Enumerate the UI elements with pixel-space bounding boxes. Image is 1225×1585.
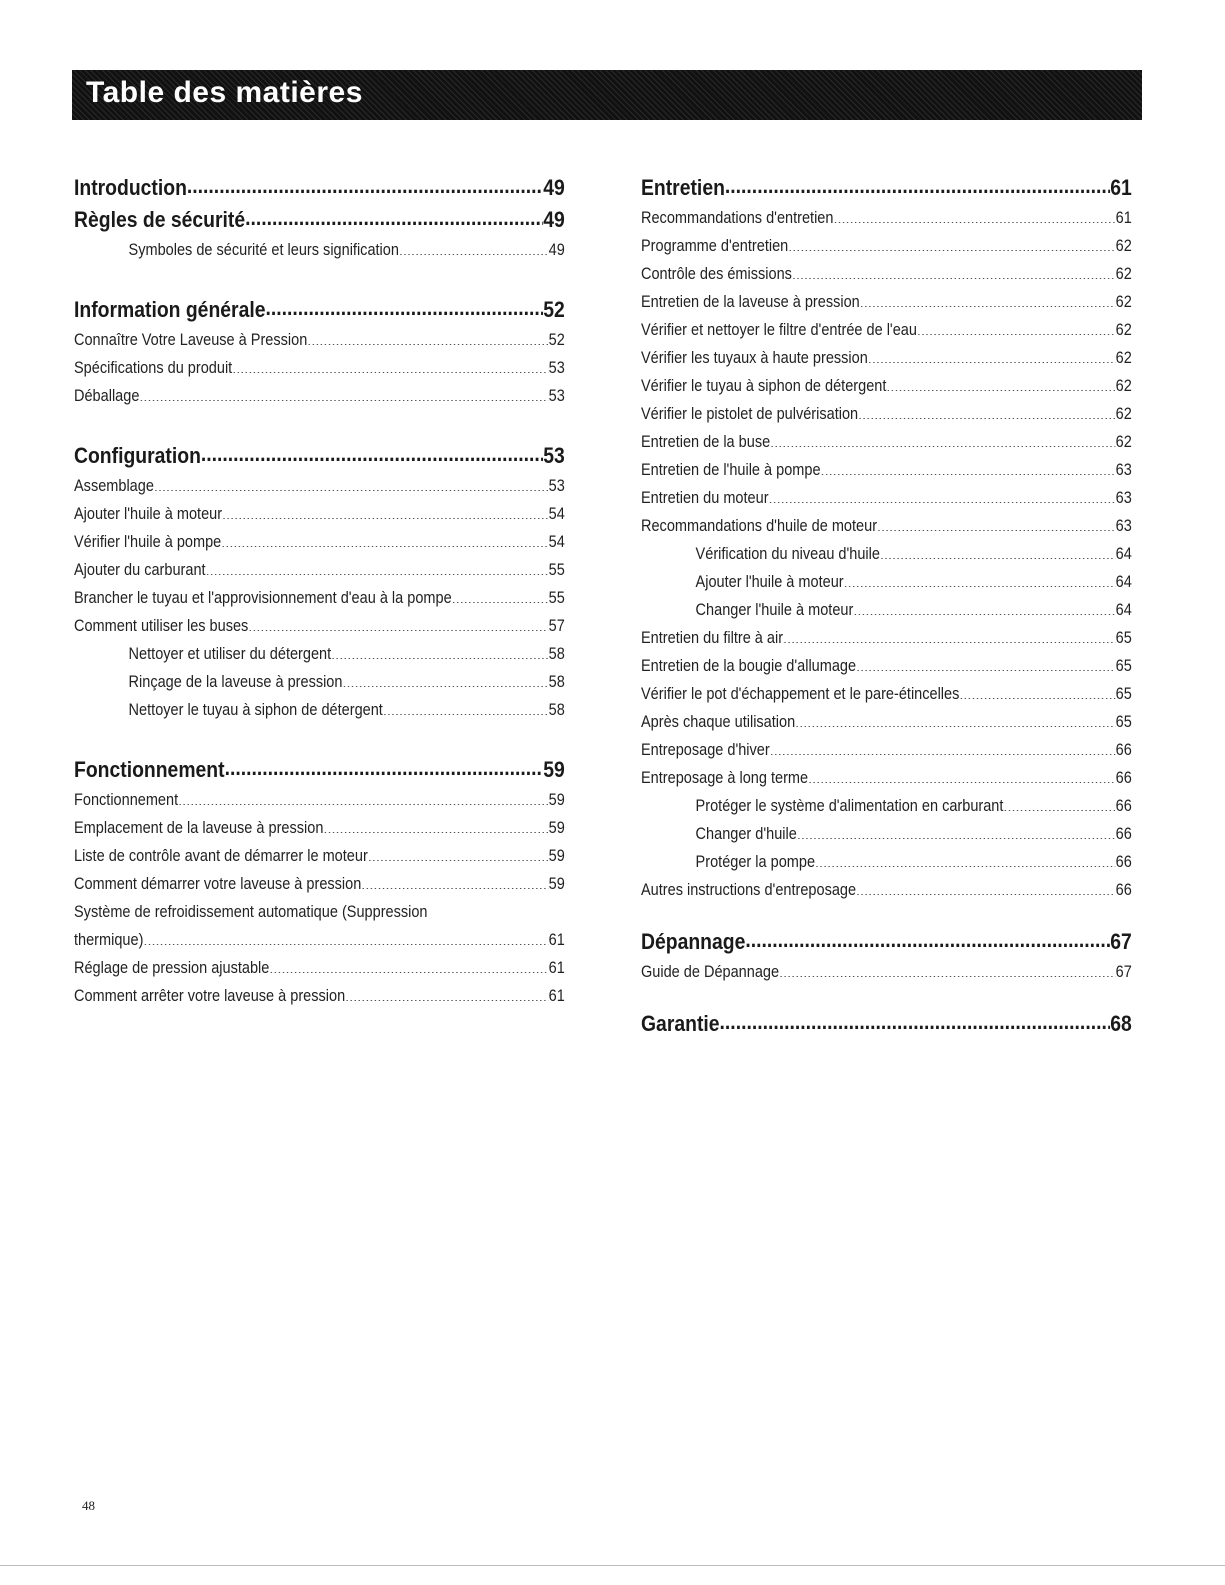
toc-dot-leader (399, 239, 549, 256)
toc-entry-title: Vérifier le pistolet de pulvérisation (641, 405, 859, 423)
toc-page-number: 59 (548, 819, 565, 837)
toc-page-number: 62 (1115, 265, 1132, 283)
toc-entry-title: Emplacement de la laveuse à pression (74, 819, 324, 837)
toc-entry[interactable] (641, 288, 1132, 316)
toc-entry-title: Entretien du moteur (641, 489, 769, 507)
toc-subentry[interactable] (641, 540, 1132, 568)
toc-dot-leader (201, 441, 543, 463)
toc-page-number: 67 (1110, 929, 1132, 954)
toc-entry[interactable] (641, 764, 1132, 792)
toc-section-heading[interactable] (641, 926, 1132, 958)
toc-page-number: 59 (548, 875, 565, 893)
toc-entry[interactable] (641, 232, 1132, 260)
toc-section-heading[interactable] (74, 204, 565, 236)
toc-entry[interactable] (641, 680, 1132, 708)
toc-page-number: 61 (548, 987, 565, 1005)
toc-section-heading[interactable] (74, 294, 565, 326)
toc-dot-leader (860, 291, 1116, 308)
toc-dot-leader (792, 263, 1116, 280)
toc-dot-leader (265, 295, 543, 317)
toc-dot-leader (745, 927, 1110, 949)
toc-page-number: 62 (1115, 321, 1132, 339)
toc-dot-leader (808, 767, 1116, 784)
toc-dot-leader (361, 873, 548, 890)
toc-entry-title: Nettoyer et utiliser du détergent (128, 645, 332, 663)
toc-entry-title: Vérifier le tuyau à siphon de détergent (641, 377, 887, 395)
toc-entry-title: Fonctionnement (74, 757, 225, 782)
toc-entry[interactable] (74, 870, 565, 898)
toc-entry[interactable] (74, 926, 565, 954)
toc-entry-title: Connaître Votre Laveuse à Pression (74, 331, 308, 349)
toc-page-number: 54 (548, 533, 565, 551)
toc-page-number: 52 (543, 297, 565, 322)
toc-page-number: 62 (1115, 349, 1132, 367)
toc-entry-title: Entretien (641, 175, 725, 200)
toc-page-number: 58 (548, 701, 565, 719)
toc-dot-leader (323, 817, 548, 834)
toc-dot-leader (342, 671, 548, 688)
toc-entry-title: Liste de contrôle avant de démarrer le moteur (74, 847, 368, 865)
toc-entry-title: Comment démarrer votre laveuse à pression (74, 875, 362, 893)
toc-dot-leader (779, 961, 1116, 978)
toc-entry[interactable] (641, 372, 1132, 400)
toc-entry-title: Entreposage à long terme (641, 769, 809, 787)
toc-entry[interactable] (641, 204, 1132, 232)
toc-entry-title: Entreposage d'hiver (641, 741, 770, 759)
toc-dot-leader (917, 319, 1116, 336)
toc-dot-leader (139, 385, 548, 402)
toc-dot-leader (821, 459, 1116, 476)
toc-page-number: 49 (548, 241, 565, 259)
toc-page-number: 53 (548, 477, 565, 495)
toc-dot-leader (269, 957, 548, 974)
toc-dot-leader (880, 543, 1116, 560)
toc-entry-title: Entretien de l'huile à pompe (641, 461, 821, 479)
toc-dot-leader (452, 587, 549, 604)
toc-entry[interactable] (641, 484, 1132, 512)
toc-dot-leader (868, 347, 1116, 364)
toc-entry[interactable] (641, 624, 1132, 652)
toc-entry[interactable] (74, 898, 565, 926)
toc-page-number: 54 (548, 505, 565, 523)
toc-entry[interactable] (74, 556, 565, 584)
toc-entry[interactable] (641, 316, 1132, 344)
toc-entry-title: Contrôle des émissions (641, 265, 792, 283)
toc-subentry[interactable] (641, 848, 1132, 876)
toc-subentry[interactable] (641, 568, 1132, 596)
toc-dot-leader (245, 205, 543, 227)
toc-page-number: 52 (548, 331, 565, 349)
toc-page-number: 66 (1115, 769, 1132, 787)
toc-right-column (641, 172, 1132, 1040)
toc-entry-title: Dépannage (641, 929, 746, 954)
toc-entry[interactable] (641, 512, 1132, 540)
toc-section-heading[interactable] (74, 754, 565, 786)
toc-dot-leader (959, 683, 1115, 700)
toc-page-number: 59 (548, 791, 565, 809)
toc-entry-title: Information générale (74, 297, 266, 322)
toc-dot-leader (886, 375, 1115, 392)
toc-page-number: 63 (1115, 489, 1132, 507)
toc-dot-leader (345, 985, 549, 1002)
toc-dot-leader (795, 711, 1115, 728)
toc-entry[interactable] (74, 528, 565, 556)
toc-entry-title: Assemblage (74, 477, 154, 495)
toc-entry-title: Vérification du niveau d'huile (695, 545, 880, 563)
toc-page-number: 63 (1115, 461, 1132, 479)
toc-page-number: 65 (1115, 629, 1132, 647)
toc-section-heading[interactable] (74, 440, 565, 472)
section-spacer (74, 264, 565, 294)
toc-entry-title: Vérifier et nettoyer le filtre d'entrée de l'eau (641, 321, 917, 339)
toc-entry-title: Comment arrêter votre laveuse à pression (74, 987, 346, 1005)
toc-page-number: 49 (543, 207, 565, 232)
toc-dot-leader (206, 559, 549, 576)
toc-page-number: 64 (1115, 545, 1132, 563)
toc-entry[interactable] (74, 842, 565, 870)
toc-entry-title: Système de refroidissement automatique (Suppression (74, 903, 428, 921)
toc-page-number: 53 (543, 443, 565, 468)
section-spacer (74, 724, 565, 754)
toc-page-number: 65 (1115, 713, 1132, 731)
toc-dot-leader (770, 739, 1116, 756)
toc-entry[interactable] (74, 786, 565, 814)
toc-entry-title: Fonctionnement (74, 791, 179, 809)
toc-dot-leader (833, 207, 1115, 224)
toc-entry-title: Ajouter du carburant (74, 561, 206, 579)
toc-page-number: 62 (1115, 237, 1132, 255)
toc-entry[interactable] (641, 708, 1132, 736)
section-spacer (641, 904, 1132, 926)
toc-entry[interactable] (641, 456, 1132, 484)
section-spacer (641, 986, 1132, 1008)
toc-entry-title: Vérifier l'huile à pompe (74, 533, 222, 551)
toc-dot-leader (770, 431, 1116, 448)
toc-page-number: 58 (548, 673, 565, 691)
toc-entry[interactable] (641, 958, 1132, 986)
toc-subentry[interactable] (641, 596, 1132, 624)
toc-entry[interactable] (74, 472, 565, 500)
toc-subentry[interactable] (74, 640, 565, 668)
toc-entry-title: Déballage (74, 387, 140, 405)
toc-dot-leader (856, 655, 1116, 672)
toc-entry-title: Règles de sécurité (74, 207, 246, 232)
toc-dot-leader (877, 515, 1116, 532)
toc-entry-title: Ajouter l'huile à moteur (695, 573, 844, 591)
toc-entry[interactable] (641, 736, 1132, 764)
toc-entry-title: Spécifications du produit (74, 359, 233, 377)
toc-subentry[interactable] (74, 696, 565, 724)
toc-dot-leader (1003, 795, 1115, 812)
toc-dot-leader (232, 357, 548, 374)
toc-page-number: 58 (548, 645, 565, 663)
toc-entry-title: Guide de Dépannage (641, 963, 780, 981)
toc-page-number: 67 (1115, 963, 1132, 981)
toc-dot-leader (143, 929, 548, 946)
toc-page-number: 62 (1115, 405, 1132, 423)
toc-entry[interactable] (641, 652, 1132, 680)
toc-entry-title: Réglage de pression ajustable (74, 959, 270, 977)
toc-page-number: 64 (1115, 601, 1132, 619)
toc-entry-title: Entretien de la bougie d'allumage (641, 657, 857, 675)
toc-dot-leader (178, 789, 549, 806)
toc-entry-title: Après chaque utilisation (641, 713, 796, 731)
bottom-divider (0, 1565, 1225, 1566)
toc-entry[interactable] (74, 814, 565, 842)
toc-page-number: 66 (1115, 825, 1132, 843)
toc-entry[interactable] (641, 400, 1132, 428)
toc-dot-leader (225, 755, 544, 777)
toc-page-number: 68 (1110, 1011, 1132, 1036)
toc-entry[interactable] (641, 428, 1132, 456)
toc-dot-leader (853, 599, 1115, 616)
toc-entry-title: Recommandations d'huile de moteur (641, 517, 878, 535)
toc-dot-leader (368, 845, 549, 862)
toc-entry-title: Recommandations d'entretien (641, 209, 834, 227)
toc-entry-title: Vérifier le pot d'échappement et le pare-étincelles (641, 685, 960, 703)
toc-entry-title: Garantie (641, 1011, 720, 1036)
page-title: Table des matières (86, 76, 363, 109)
toc-dot-leader (187, 173, 543, 195)
toc-entry-title: Protéger la pompe (695, 853, 816, 871)
toc-dot-leader (154, 475, 549, 492)
toc-entry[interactable] (74, 584, 565, 612)
toc-entry-title: Symboles de sécurité et leurs signification (128, 241, 399, 259)
toc-entry[interactable] (641, 344, 1132, 372)
toc-page-number: 61 (1115, 209, 1132, 227)
toc-page-number: 59 (548, 847, 565, 865)
toc-dot-leader (221, 531, 548, 548)
toc-entry-title: Configuration (74, 443, 201, 468)
toc-entry-title: thermique) (74, 931, 144, 949)
toc-page-number: 66 (1115, 741, 1132, 759)
toc-page-number: 62 (1115, 293, 1132, 311)
toc-entry[interactable] (74, 354, 565, 382)
toc-subentry[interactable] (641, 792, 1132, 820)
toc-page-number: 61 (1110, 175, 1132, 200)
toc-entry-title: Changer l'huile à moteur (695, 601, 854, 619)
toc-entry[interactable] (74, 612, 565, 640)
toc-entry-title: Introduction (74, 175, 187, 200)
toc-dot-leader (856, 879, 1116, 896)
toc-dot-leader (783, 627, 1116, 644)
toc-entry-title: Entretien de la buse (641, 433, 771, 451)
toc-section-heading[interactable] (641, 172, 1132, 204)
toc-dot-leader (222, 503, 549, 520)
title-banner (72, 70, 1142, 120)
toc-section-heading[interactable] (641, 1008, 1132, 1040)
toc-page-number: 65 (1115, 685, 1132, 703)
section-spacer (74, 410, 565, 440)
toc-page-number: 59 (543, 757, 565, 782)
toc-page-number: 64 (1115, 573, 1132, 591)
toc-dot-leader (788, 235, 1115, 252)
toc-page-number: 62 (1115, 377, 1132, 395)
toc-page-number: 57 (548, 617, 565, 635)
toc-dot-leader (844, 571, 1116, 588)
toc-entry[interactable] (74, 382, 565, 410)
toc-dot-leader (720, 1009, 1111, 1031)
toc-page-number: 66 (1115, 881, 1132, 899)
toc-entry-title: Protéger le système d'alimentation en carburant (695, 797, 1004, 815)
toc-dot-leader (769, 487, 1116, 504)
toc-entry-title: Vérifier les tuyaux à haute pression (641, 349, 868, 367)
toc-page-number: 66 (1115, 797, 1132, 815)
toc-left-column (74, 172, 565, 1010)
toc-dot-leader (331, 643, 549, 660)
toc-entry-title: Programme d'entretien (641, 237, 789, 255)
toc-entry[interactable] (641, 876, 1132, 904)
toc-entry[interactable] (641, 260, 1132, 288)
toc-dot-leader (797, 823, 1116, 840)
toc-page-number: 65 (1115, 657, 1132, 675)
toc-dot-leader (307, 329, 548, 346)
toc-page-number: 55 (548, 589, 565, 607)
toc-entry-title: Rinçage de la laveuse à pression (128, 673, 343, 691)
toc-page-number: 61 (548, 959, 565, 977)
toc-page-number: 53 (548, 359, 565, 377)
toc-dot-leader (383, 699, 549, 716)
toc-subentry[interactable] (641, 820, 1132, 848)
toc-dot-leader (248, 615, 548, 632)
toc-entry-title: Ajouter l'huile à moteur (74, 505, 223, 523)
toc-page-number: 62 (1115, 433, 1132, 451)
toc-section-heading[interactable] (74, 172, 565, 204)
toc-entry-title: Entretien de la laveuse à pression (641, 293, 860, 311)
toc-page-number: 49 (543, 175, 565, 200)
toc-page-number: 61 (548, 931, 565, 949)
toc-subentry[interactable] (74, 668, 565, 696)
toc-entry-title: Brancher le tuyau et l'approvisionnement d'eau à la pompe (74, 589, 452, 607)
toc-entry[interactable] (74, 954, 565, 982)
toc-entry[interactable] (74, 500, 565, 528)
toc-dot-leader (725, 173, 1110, 195)
toc-entry-title: Changer d'huile (695, 825, 797, 843)
toc-dot-leader (858, 403, 1116, 420)
toc-page-number: 55 (548, 561, 565, 579)
toc-entry[interactable] (74, 982, 565, 1010)
page-number: 48 (82, 1498, 95, 1513)
toc-subentry[interactable] (74, 236, 565, 264)
toc-entry-title: Nettoyer le tuyau à siphon de détergent (128, 701, 383, 719)
toc-entry-title: Autres instructions d'entreposage (641, 881, 857, 899)
toc-entry-title: Entretien du filtre à air (641, 629, 784, 647)
toc-entry-title: Comment utiliser les buses (74, 617, 249, 635)
toc-page-number: 66 (1115, 853, 1132, 871)
toc-dot-leader (815, 851, 1116, 868)
toc-page-number: 53 (548, 387, 565, 405)
toc-page-number: 63 (1115, 517, 1132, 535)
toc-entry[interactable] (74, 326, 565, 354)
